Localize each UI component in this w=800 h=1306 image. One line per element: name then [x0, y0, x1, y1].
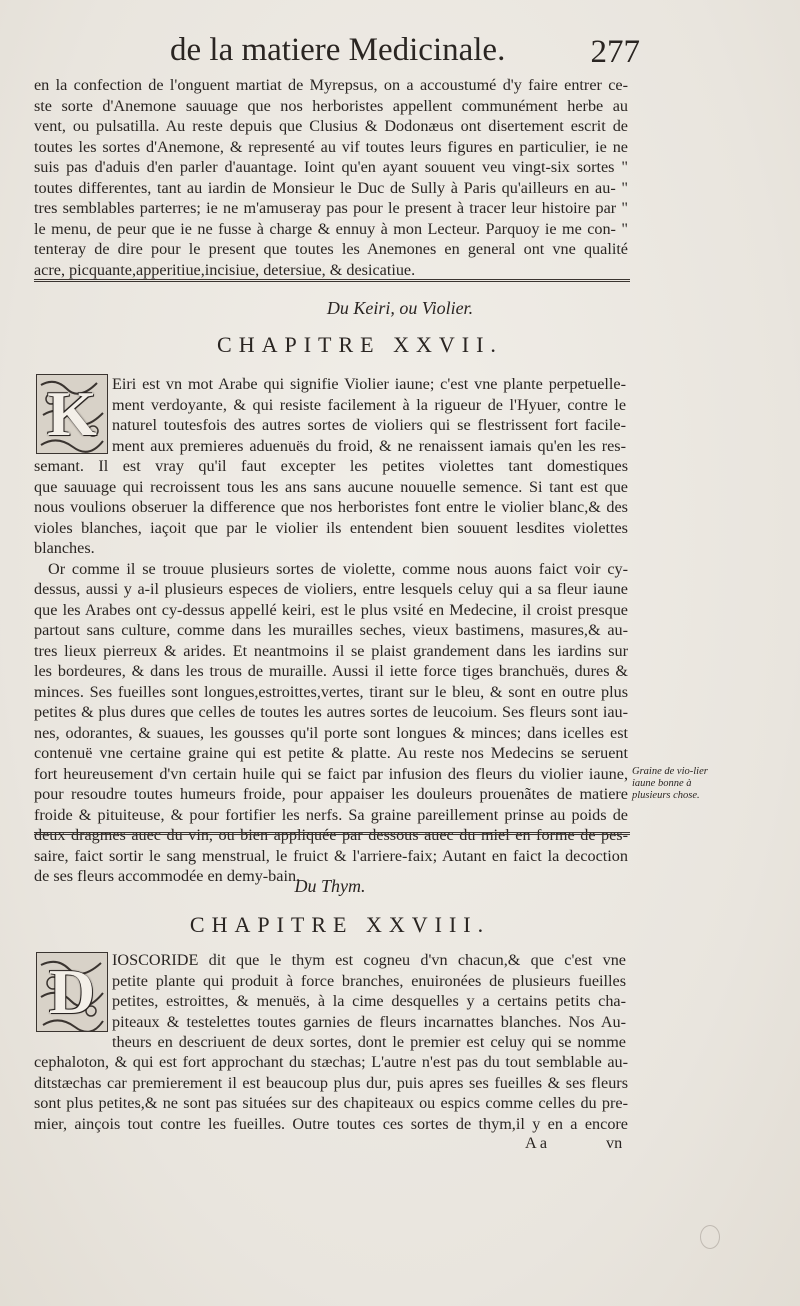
text-line: deux dragmes auec du vin, ou bien appliquée par dessous auec du miel en forme de pes- [34, 826, 628, 844]
section-title: Du Thym. [294, 876, 366, 896]
section1-body [34, 456, 628, 887]
drop-cap-k [36, 374, 108, 454]
text-line: acre, picquante,apperitiue,incisiue, detersiue, & desicatiue. [34, 260, 416, 279]
text-line: semant. Il est vray qu'il faut excepter les petites violettes tant domestiques [34, 457, 628, 475]
text-line: petites & plus dures que celles de toutes les autres sortes de leucoium. Ses fleurs sont iau- [34, 703, 628, 721]
text-line: vent, ou pulsatilla. Au reste depuis que Clusius & Dodonæus ont disertement escrit de [34, 117, 628, 135]
section-divider [34, 279, 630, 282]
signature-mark: A a [525, 1134, 548, 1152]
text-line: piteaux & testelettes toutes garnies de fleurs incarnattes blanches. Nos Au- [112, 1012, 626, 1031]
chapter-heading: CHAPITRE XXVIII. [189, 912, 491, 937]
text-line: ste sorte d'Anemone sauuage que nos herboristes appellent communément herbe au [34, 96, 628, 115]
text-line: tenteray de dire pour le present que toutes les Anemones en general ont vne qualité [34, 240, 628, 258]
text-line: contenuë vne certaine graine qui est petite & platte. Au reste nos Medecins se seruent [34, 744, 628, 762]
section2-lead [112, 950, 626, 1053]
drop-cap-letter: K [47, 378, 97, 449]
text-line: nous voulions obseruer la difference que nos herboristes font entre le violier blanc,& des [34, 498, 628, 516]
text-line: theurs en descriuent de deux sortes, dont le premier est celuy qui se nomme [112, 1033, 626, 1051]
text-line: froide & pituiteuse, & pour fortifier les nerfs. Sa graine pareillement prinse au poids de [34, 805, 628, 824]
drop-cap-d [36, 952, 108, 1032]
section2-body [34, 1052, 628, 1134]
text-line: en la confection de l'onguent martiat de Myrepsus, on a accoustumé d'y faire entrer ce- [34, 76, 628, 94]
text-line: blanches. [34, 539, 95, 557]
text-line: fort heureusement d'vn certain huile qui se faict par infusion des fleurs du violier iaune, [34, 764, 628, 783]
running-head-title: de la matiere Medicinale. [170, 32, 506, 68]
text-line: toutes les sortes d'Anemone, & representé au vif toutes leurs figures en particulier, ie ne [34, 137, 628, 156]
catchword: vn [606, 1134, 623, 1152]
text-line: cephaloton, & qui est fort approchant du stæchas; L'autre n'est pas du tout semblable au- [34, 1053, 628, 1071]
text-line: ment verdoyante, & qui resiste facilement à la rigueur de l'Hyuer, contre le [112, 395, 626, 414]
running-head [170, 32, 640, 72]
text-line: IOSCORIDE dit que le thym est cogneu d'vn chacun,& que c'est vne [112, 951, 626, 969]
text-line: le menu, de peur que ie ne fusse à charge & ennuy à mon Lecteur. Parquoy ie me con- " [34, 219, 628, 238]
page-number: 277 [590, 34, 640, 70]
section1-lead [112, 374, 626, 456]
text-line: ment aux premieres aduenuës du froid, & ne renaissent iamais qu'en les res- [112, 436, 626, 455]
text-line: mier, ainçois tout contre les fueilles. Outre toutes ces sortes de thym,il y en a encore [34, 1114, 628, 1133]
text-line: les bordeures, & dans les trous de muraille. Aussi il iette force tiges branchuës, dures & [34, 662, 628, 680]
text-line: sont plus petites,& ne sont pas situées sur des chapiteaux ou espics comme celles du pre- [34, 1094, 628, 1112]
section-title: Du Keiri, ou Violier. [326, 298, 474, 318]
text-line: Or comme il se trouue plusieurs sortes de violette, comme nous auons faict voir cy- [48, 559, 628, 578]
text-line: saire, faict sortir le sang menstrual, le fruict & l'arriere-faix; Autant en faict la decoction [34, 846, 628, 865]
text-line: tres semblables parterres; ie ne m'amuseray pas pour le present à tracer leur histoire par " [34, 199, 628, 217]
text-line: ditstæchas car premierement il est beaucoup plus dur, puis apres ses fueilles & ses fleurs [34, 1073, 628, 1092]
text-line: que les Arabes ont cy-dessus appellé keiri, est le plus vsité en Medecine, il croist presque [34, 600, 628, 619]
chapter-heading: CHAPITRE XXVII. [217, 332, 503, 357]
text-line: minces. Ses fueilles sont longues,estroittes,vertes, tirant sur le bleu, & sont en outre plus [34, 682, 628, 701]
text-line: que sauuage qui recroissent tous les ans sans aucune nouuelle semence. Si tant est que [34, 477, 628, 496]
text-line: pour resoudre toutes humeurs froide, pour appaiser les douleurs prouenãtes de matiere [34, 785, 628, 803]
text-line: Eiri est vn mot Arabe qui signifie Violier iaune; c'est vne plante perpetuelle- [112, 375, 626, 393]
text-line: petites, estroittes, & menuës, à la cime desquelles y a certains petits cha- [112, 992, 626, 1010]
text-line: naturel toutesfois des autres sortes de violiers qui se flestrissent fort facile- [112, 416, 626, 434]
section-divider [34, 832, 630, 835]
text-line: dessus, aussi y a-il plusieurs especes de violiers, entre lesquels celuy qui a sa fleur iaune [34, 580, 628, 598]
text-line: nes, odorantes, & suaues, les gousses qu'il porte sont longues & minces; dans icelles est [34, 723, 628, 742]
paper-mark [700, 1225, 720, 1249]
text-line: violes blanches, iaçoit que par le violier ils entendent bien souuent lesdites violettes [34, 518, 628, 537]
top-paragraph [34, 75, 628, 280]
text-line: partout sans culture, comme dans les murailles seches, vieux bastimens, masures,& au- [34, 621, 628, 639]
text-line: suis pas d'aduis d'en parler d'auantage. Ioint qu'en ayant souuent veu vingt-six sortes " [34, 158, 628, 176]
text-line: toutes differentes, tant au iardin de Monsieur le Duc de Sully à Paris qu'ailleurs en au- " [34, 178, 628, 197]
margin-note: Graine de vio-lier iaune bonne à plusieurs chose. [632, 766, 708, 801]
text-line: de ses fleurs accommodée en demy-bain. [34, 867, 301, 885]
drop-cap-letter: D [48, 956, 96, 1027]
text-line: petite plante qui produit à force branches, enuironées de plusieurs fueilles [112, 971, 626, 990]
text-line: tres lieux pierreux & arides. Et neantmoins il se plaist grandement dans les iardins sur [34, 641, 628, 660]
